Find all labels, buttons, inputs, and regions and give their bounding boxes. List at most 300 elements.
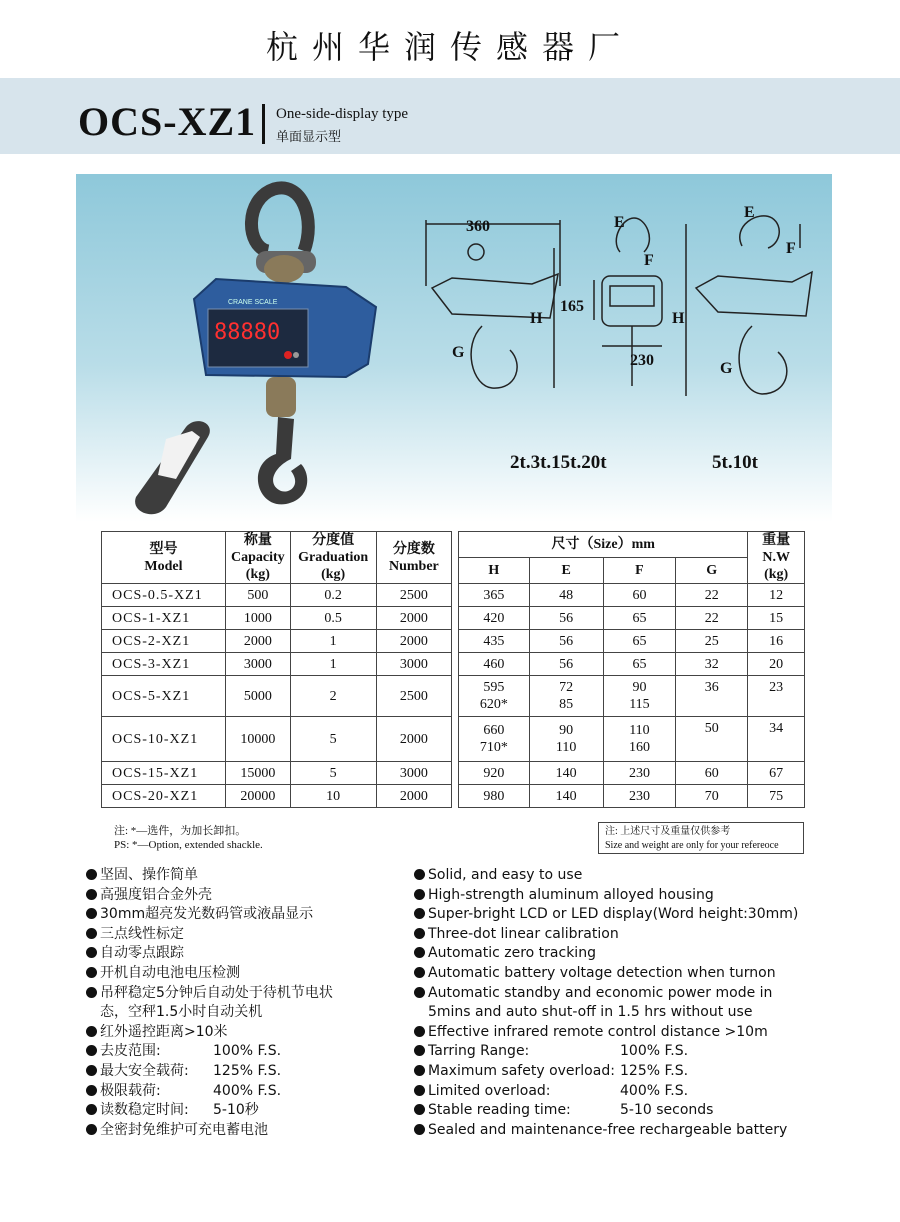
cell-f xyxy=(603,676,675,717)
cell-e-value: 90 xyxy=(559,723,574,738)
feature-value: 100% F.S. xyxy=(620,1043,689,1060)
bullet-icon xyxy=(86,947,97,958)
feature-value: 5-10 seconds xyxy=(620,1102,714,1119)
cell-capacity xyxy=(225,584,290,607)
cell-capacity-value: 500 xyxy=(247,587,269,603)
feature-text: 开机自动电池电压检测 xyxy=(100,964,240,981)
cell-capacity-value: 1000 xyxy=(243,610,272,626)
feature-item xyxy=(414,1121,834,1141)
dimension-drawings xyxy=(412,196,832,496)
cell-model-value: OCS-15-XZ1 xyxy=(112,765,199,781)
cell-e xyxy=(529,653,603,676)
cell-h xyxy=(459,630,529,653)
feature-item xyxy=(414,944,834,964)
table-row xyxy=(102,607,805,630)
cell-model xyxy=(102,785,226,808)
cell-weight-value: 20 xyxy=(769,656,784,672)
footnote-right-en: Size and weight are only for your refereoce xyxy=(605,840,779,851)
cell-capacity-value: 3000 xyxy=(243,656,272,672)
bullet-icon xyxy=(414,1026,425,1037)
cell-g-value: 50 xyxy=(704,721,719,736)
cell-number xyxy=(376,584,452,607)
cell-number xyxy=(376,676,452,717)
display-digits: 88880 xyxy=(214,320,281,345)
shackle-shape xyxy=(251,188,308,251)
feature-text: Automatic standby and economic power mode in xyxy=(428,984,773,1001)
header-e: E xyxy=(529,558,603,584)
cell-weight xyxy=(748,653,805,676)
bullet-icon xyxy=(414,1065,425,1076)
bullet-icon xyxy=(86,1104,97,1115)
cell-h-value: 620* xyxy=(479,697,508,712)
table-row xyxy=(102,584,805,607)
dim-165: 165 xyxy=(560,298,584,315)
button-grey xyxy=(293,352,299,358)
model-title: OCS-XZ1 xyxy=(78,99,257,144)
features-chinese xyxy=(86,866,406,1140)
cell-h xyxy=(459,676,529,717)
feature-item xyxy=(414,1003,834,1023)
feature-text: 三点线性标定 xyxy=(100,925,184,942)
cell-weight xyxy=(748,717,805,762)
cell-graduation-value: 1 xyxy=(329,633,337,649)
bullet-icon xyxy=(414,908,425,919)
cell-weight-value: 23 xyxy=(769,680,784,695)
header-capacity-unit: (kg) xyxy=(245,567,270,582)
crane-scale-label: CRANE SCALE xyxy=(228,299,278,306)
cell-weight xyxy=(748,676,805,717)
header-graduation xyxy=(290,532,376,584)
feature-item xyxy=(86,886,406,906)
cell-capacity xyxy=(225,607,290,630)
cell-f-value: 65 xyxy=(632,656,647,672)
table-row xyxy=(102,630,805,653)
table-header-row xyxy=(102,532,805,558)
cell-weight-value: 15 xyxy=(769,610,784,626)
cell-g-value: 36 xyxy=(704,680,719,695)
cell-e xyxy=(529,717,603,762)
footnote-right xyxy=(598,822,804,854)
dim-360: 360 xyxy=(466,218,490,235)
header-graduation-cn: 分度值 xyxy=(312,533,355,548)
cell-capacity xyxy=(225,717,290,762)
cell-f xyxy=(603,717,675,762)
bullet-icon xyxy=(86,1045,97,1056)
dim-f-large: F xyxy=(786,240,796,257)
feature-text: 读数稳定时间: xyxy=(100,1102,189,1119)
cell-graduation xyxy=(290,717,376,762)
cell-h xyxy=(459,584,529,607)
feature-value: 400% F.S. xyxy=(213,1082,282,1099)
dim-f-small: F xyxy=(644,252,654,269)
footnote-right-cn: 注: 上述尺寸及重量仅供参考 xyxy=(605,826,731,837)
feature-item xyxy=(86,1042,406,1062)
feature-text: Tarring Range: xyxy=(428,1043,530,1060)
header-capacity-cn: 称量 xyxy=(243,533,272,548)
cell-number xyxy=(376,630,452,653)
table-gap xyxy=(452,717,459,762)
cell-e-value: 56 xyxy=(559,656,574,672)
bullet-icon xyxy=(86,928,97,939)
dim-g-3: G xyxy=(720,360,733,377)
cell-f-value: 65 xyxy=(632,633,647,649)
feature-text: Three-dot linear calibration xyxy=(428,925,619,942)
cell-h xyxy=(459,607,529,630)
cell-g-value: 22 xyxy=(704,587,719,603)
cell-number-value: 2000 xyxy=(399,633,428,649)
cell-h-value: 365 xyxy=(483,587,505,603)
feature-item xyxy=(86,905,406,925)
feature-text: Maximum safety overload: xyxy=(428,1062,615,1079)
cell-model-value: OCS-0.5-XZ1 xyxy=(112,587,203,603)
feature-text: 极限载荷: xyxy=(100,1082,161,1099)
cell-number-value: 2000 xyxy=(399,731,428,747)
cell-f-value: 110 xyxy=(629,723,650,738)
table-gap xyxy=(452,653,459,676)
feature-text: 5mins and auto shut-off in 1.5 hrs without use xyxy=(428,1004,753,1021)
cell-number xyxy=(376,607,452,630)
bullet-icon xyxy=(414,889,425,900)
cell-h xyxy=(459,717,529,762)
cell-f-value: 90 xyxy=(632,680,647,695)
cell-capacity xyxy=(225,653,290,676)
cell-number-value: 3000 xyxy=(399,656,428,672)
cell-capacity-value: 5000 xyxy=(243,688,272,704)
cell-g-value: 22 xyxy=(704,610,719,626)
table-row xyxy=(102,762,805,785)
cell-e-value: 48 xyxy=(559,587,574,603)
cell-h-value: 595 xyxy=(483,680,505,695)
cell-number-value: 2500 xyxy=(399,587,428,603)
feature-item xyxy=(86,1003,406,1023)
feature-text: Super-bright LCD or LED display(Word height:30mm) xyxy=(428,906,799,923)
cell-number-value: 2000 xyxy=(399,610,428,626)
table-gap xyxy=(452,785,459,808)
feature-item xyxy=(86,1062,406,1082)
bullet-icon xyxy=(86,1065,97,1076)
cell-f xyxy=(603,785,675,808)
cell-g xyxy=(676,584,748,607)
cell-e-value: 72 xyxy=(559,680,574,695)
cell-model-value: OCS-20-XZ1 xyxy=(112,788,199,804)
dim-h-1: H xyxy=(530,310,543,327)
cell-weight-value: 75 xyxy=(769,788,784,804)
feature-text: Effective infrared remote control distance >10m xyxy=(428,1023,768,1040)
footnote-left xyxy=(114,824,263,852)
header-capacity-en: Capacity xyxy=(231,550,285,565)
header-weight-en: N.W xyxy=(762,550,790,565)
feature-text: 红外遥控距离>10米 xyxy=(100,1023,228,1040)
cell-graduation-value: 10 xyxy=(326,788,341,804)
cell-e xyxy=(529,785,603,808)
cell-graduation-value: 0.5 xyxy=(324,610,342,626)
bullet-icon xyxy=(86,1026,97,1037)
feature-item xyxy=(414,1042,834,1062)
feature-value: 125% F.S. xyxy=(213,1062,282,1079)
cell-f xyxy=(603,630,675,653)
feature-item xyxy=(86,964,406,984)
header-weight-unit: (kg) xyxy=(764,567,789,582)
header-f: F xyxy=(603,558,675,584)
feature-text: Limited overload: xyxy=(428,1082,551,1099)
feature-item xyxy=(414,984,834,1004)
header-graduation-unit: (kg) xyxy=(321,567,346,582)
cell-weight-value: 16 xyxy=(769,633,784,649)
title-divider xyxy=(262,104,265,144)
feature-item xyxy=(86,925,406,945)
cell-model xyxy=(102,630,226,653)
cell-g xyxy=(676,676,748,717)
cell-weight-value: 34 xyxy=(769,721,784,736)
cell-f-value: 65 xyxy=(632,610,647,626)
cell-graduation-value: 1 xyxy=(329,656,337,672)
cell-capacity xyxy=(225,762,290,785)
bullet-icon xyxy=(86,908,97,919)
cell-f-value: 115 xyxy=(629,697,650,712)
cell-h xyxy=(459,653,529,676)
feature-item xyxy=(86,1023,406,1043)
bullet-icon xyxy=(86,987,97,998)
drawing1-hook xyxy=(471,326,517,388)
spec-table xyxy=(101,531,805,808)
feature-text: 30mm超亮发光数码管或液晶显示 xyxy=(100,906,314,923)
cell-g xyxy=(676,717,748,762)
bullet-icon xyxy=(414,947,425,958)
feature-item xyxy=(414,1082,834,1102)
bullet-icon xyxy=(86,1124,97,1135)
cell-e-value: 140 xyxy=(555,765,577,781)
cell-g-value: 32 xyxy=(704,656,719,672)
table-gap xyxy=(452,607,459,630)
cell-weight xyxy=(748,762,805,785)
cell-model-value: OCS-2-XZ1 xyxy=(112,633,191,649)
table-row xyxy=(102,676,805,717)
product-image-panel xyxy=(76,174,832,522)
dim-e-large: E xyxy=(744,204,755,221)
feature-item xyxy=(414,905,834,925)
cell-graduation-value: 2 xyxy=(329,688,337,704)
header-number xyxy=(376,532,452,584)
dim-e-small: E xyxy=(614,214,625,231)
spec-table-body xyxy=(102,532,805,808)
cell-number xyxy=(376,785,452,808)
feature-text: Stable reading time: xyxy=(428,1102,571,1119)
bullet-icon xyxy=(86,967,97,978)
header-number-cn: 分度数 xyxy=(392,541,435,557)
cell-capacity xyxy=(225,630,290,653)
table-gap xyxy=(452,676,459,717)
feature-text: 态，空秤1.5小时自动关机 xyxy=(100,1004,263,1021)
feature-text: 高强度铝合金外壳 xyxy=(100,886,212,903)
feature-text: Solid, and easy to use xyxy=(428,867,583,883)
table-row xyxy=(102,785,805,808)
bullet-icon xyxy=(414,1085,425,1096)
bullet-icon xyxy=(414,987,425,998)
drawing2-body xyxy=(602,276,662,326)
cell-capacity-value: 20000 xyxy=(240,788,276,804)
cell-model-value: OCS-1-XZ1 xyxy=(112,610,191,626)
bullet-icon xyxy=(414,928,425,939)
header-graduation-en: Graduation xyxy=(298,550,369,565)
cell-e xyxy=(529,630,603,653)
feature-value: 125% F.S. xyxy=(620,1062,689,1079)
cell-e-value: 140 xyxy=(555,788,577,804)
cell-f xyxy=(603,607,675,630)
cell-model-value: OCS-10-XZ1 xyxy=(112,731,199,747)
variant-small-label: 2t.3t.15t.20t xyxy=(510,452,607,473)
cell-number-value: 3000 xyxy=(399,765,428,781)
dim-230: 230 xyxy=(630,352,654,369)
feature-text: 自动零点跟踪 xyxy=(100,945,184,962)
dim-g-1: G xyxy=(452,344,465,361)
bullet-icon xyxy=(86,1085,97,1096)
header-weight xyxy=(748,532,805,584)
cell-capacity-value: 10000 xyxy=(240,731,276,747)
feature-text: Automatic battery voltage detection when turnon xyxy=(428,964,776,981)
dim-h-3: H xyxy=(672,310,685,327)
cell-graduation xyxy=(290,676,376,717)
cell-graduation xyxy=(290,584,376,607)
cell-graduation xyxy=(290,785,376,808)
cell-model xyxy=(102,717,226,762)
feature-item xyxy=(86,1082,406,1102)
cell-h-value: 420 xyxy=(483,610,505,626)
header-weight-cn: 重量 xyxy=(762,533,791,548)
cell-weight-value: 67 xyxy=(769,765,784,781)
cell-e-value: 56 xyxy=(559,633,574,649)
cell-weight xyxy=(748,607,805,630)
cell-weight xyxy=(748,584,805,607)
cell-e xyxy=(529,676,603,717)
features-english xyxy=(414,866,834,1140)
cell-model-value: OCS-3-XZ1 xyxy=(112,656,191,672)
cell-graduation xyxy=(290,653,376,676)
cell-weight-value: 12 xyxy=(769,587,784,603)
cell-number xyxy=(376,762,452,785)
bullet-icon xyxy=(414,869,425,880)
feature-item xyxy=(414,1023,834,1043)
feature-text: 坚固、操作简单 xyxy=(100,867,198,883)
bullet-icon xyxy=(414,1124,425,1135)
cell-model xyxy=(102,762,226,785)
cell-graduation-value: 0.2 xyxy=(324,587,342,603)
cell-weight xyxy=(748,785,805,808)
feature-item xyxy=(414,1062,834,1082)
cell-e-value: 110 xyxy=(555,740,577,755)
cell-model xyxy=(102,584,226,607)
header-h: H xyxy=(459,558,529,584)
cell-graduation-value: 5 xyxy=(329,765,337,781)
cell-h-value: 435 xyxy=(483,633,505,649)
cell-g xyxy=(676,607,748,630)
cell-h-value: 460 xyxy=(483,656,505,672)
cell-model xyxy=(102,607,226,630)
cell-h xyxy=(459,785,529,808)
bullet-icon xyxy=(86,889,97,900)
subtitle-chinese: 单面显示型 xyxy=(276,130,342,145)
cell-number-value: 2000 xyxy=(399,788,428,804)
cell-capacity xyxy=(225,676,290,717)
cell-g xyxy=(676,762,748,785)
feature-item xyxy=(86,866,406,886)
cell-e-value: 56 xyxy=(559,610,574,626)
cell-g xyxy=(676,653,748,676)
feature-text: High-strength aluminum alloyed housing xyxy=(428,886,714,903)
table-gap xyxy=(452,584,459,607)
header-number-en: Number xyxy=(388,558,439,574)
feature-item xyxy=(86,984,406,1004)
cell-model-value: OCS-5-XZ1 xyxy=(112,688,191,704)
table-row xyxy=(102,717,805,762)
feature-item xyxy=(414,1101,834,1121)
cell-h-value: 710* xyxy=(479,740,508,755)
cell-graduation xyxy=(290,607,376,630)
table-gap xyxy=(452,630,459,653)
cell-f-value: 230 xyxy=(628,788,650,804)
cell-e xyxy=(529,762,603,785)
crane-scale-photo xyxy=(96,179,396,519)
feature-item xyxy=(86,944,406,964)
header-model-en: Model xyxy=(144,558,183,574)
cell-h xyxy=(459,762,529,785)
cell-number-value: 2500 xyxy=(399,688,428,704)
subtitle-english: One-side-display type xyxy=(276,106,409,122)
cell-f-value: 160 xyxy=(628,740,650,755)
footnote-left-cn: 注: *—选件，为加长卸扣。 xyxy=(114,825,247,837)
table-gap xyxy=(452,532,459,584)
bullet-icon xyxy=(86,869,97,880)
cell-g xyxy=(676,630,748,653)
cell-e xyxy=(529,584,603,607)
footnote-left-en: PS: *—Option, extended shackle. xyxy=(114,839,263,851)
feature-item xyxy=(414,866,834,886)
cell-graduation xyxy=(290,762,376,785)
cell-graduation xyxy=(290,630,376,653)
feature-item xyxy=(86,1121,406,1141)
feature-item xyxy=(86,1101,406,1121)
header-model xyxy=(102,532,226,584)
header-size: 尺寸（Size）mm xyxy=(459,532,748,558)
header-g: G xyxy=(676,558,748,584)
bullet-icon xyxy=(414,1045,425,1056)
cell-capacity-value: 2000 xyxy=(243,633,272,649)
feature-text: Sealed and maintenance-free rechargeable battery xyxy=(428,1121,788,1138)
variant-large-label: 5t.10t xyxy=(712,452,758,473)
table-gap xyxy=(452,762,459,785)
cell-number xyxy=(376,717,452,762)
button-red xyxy=(284,351,292,359)
feature-item xyxy=(414,964,834,984)
cell-e-value: 85 xyxy=(559,697,574,712)
cell-f-value: 60 xyxy=(632,587,647,603)
feature-text: 去皮范围: xyxy=(100,1043,161,1060)
cell-f xyxy=(603,653,675,676)
cell-h-value: 980 xyxy=(483,788,505,804)
header-capacity xyxy=(225,532,290,584)
table-row xyxy=(102,653,805,676)
feature-value: 100% F.S. xyxy=(213,1043,282,1060)
drawing3-body xyxy=(696,272,812,316)
cell-model xyxy=(102,676,226,717)
feature-item xyxy=(414,886,834,906)
cell-g-value: 70 xyxy=(704,788,719,804)
cell-h-value: 660 xyxy=(483,723,505,738)
cell-weight xyxy=(748,630,805,653)
cell-f xyxy=(603,584,675,607)
cell-f-value: 230 xyxy=(628,765,650,781)
cell-h-value: 920 xyxy=(483,765,505,781)
feature-text: Automatic zero tracking xyxy=(428,945,596,962)
